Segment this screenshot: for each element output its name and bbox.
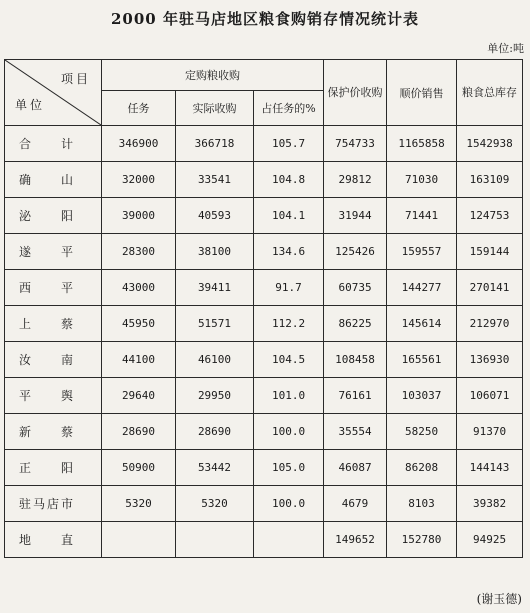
percent-cell: 100.0 bbox=[254, 486, 324, 522]
header-protect-price: 保护价收购 bbox=[324, 60, 387, 126]
stock-cell: 124753 bbox=[457, 198, 523, 234]
task-cell: 28300 bbox=[102, 234, 176, 270]
statistics-table bbox=[4, 59, 523, 558]
task-cell: 43000 bbox=[102, 270, 176, 306]
percent-cell: 112.2 bbox=[254, 306, 324, 342]
task-cell: 32000 bbox=[102, 162, 176, 198]
row-unit-cell: 驻马店市 bbox=[5, 486, 102, 522]
sale-cell: 144277 bbox=[387, 270, 457, 306]
stock-cell: 163109 bbox=[457, 162, 523, 198]
table-row bbox=[5, 378, 523, 414]
task-cell bbox=[102, 522, 176, 558]
header-task: 任务 bbox=[102, 91, 176, 126]
row-unit-cell: 地 直 bbox=[5, 522, 102, 558]
percent-cell: 104.8 bbox=[254, 162, 324, 198]
actual-cell: 40593 bbox=[176, 198, 254, 234]
actual-cell bbox=[176, 522, 254, 558]
header-stock: 粮食总库存 bbox=[457, 60, 523, 126]
actual-cell: 33541 bbox=[176, 162, 254, 198]
header-group-quota-purchase: 定购粮收购 bbox=[102, 60, 324, 91]
stock-cell: 136930 bbox=[457, 342, 523, 378]
table-row bbox=[5, 486, 523, 522]
header-actual: 实际收购 bbox=[176, 91, 254, 126]
row-unit-cell: 确 山 bbox=[5, 162, 102, 198]
protect-cell: 29812 bbox=[324, 162, 387, 198]
actual-cell: 39411 bbox=[176, 270, 254, 306]
actual-cell: 51571 bbox=[176, 306, 254, 342]
table-body bbox=[5, 126, 523, 558]
table-row bbox=[5, 126, 523, 162]
actual-cell: 29950 bbox=[176, 378, 254, 414]
percent-cell: 134.6 bbox=[254, 234, 324, 270]
table-row bbox=[5, 306, 523, 342]
row-unit-cell: 上 蔡 bbox=[5, 306, 102, 342]
actual-cell: 46100 bbox=[176, 342, 254, 378]
actual-cell: 53442 bbox=[176, 450, 254, 486]
sale-cell: 1165858 bbox=[387, 126, 457, 162]
task-cell: 28690 bbox=[102, 414, 176, 450]
row-unit-cell: 遂 平 bbox=[5, 234, 102, 270]
protect-cell: 149652 bbox=[324, 522, 387, 558]
protect-cell: 31944 bbox=[324, 198, 387, 234]
table-row bbox=[5, 414, 523, 450]
table-row bbox=[5, 450, 523, 486]
sale-cell: 86208 bbox=[387, 450, 457, 486]
percent-cell: 104.1 bbox=[254, 198, 324, 234]
unit-note: 单位:吨 bbox=[487, 42, 524, 55]
sale-cell: 165561 bbox=[387, 342, 457, 378]
percent-cell: 105.7 bbox=[254, 126, 324, 162]
protect-cell: 35554 bbox=[324, 414, 387, 450]
sale-cell: 8103 bbox=[387, 486, 457, 522]
sale-cell: 58250 bbox=[387, 414, 457, 450]
row-unit-cell: 汝 南 bbox=[5, 342, 102, 378]
percent-cell: 101.0 bbox=[254, 378, 324, 414]
table-row bbox=[5, 342, 523, 378]
stock-cell: 106071 bbox=[457, 378, 523, 414]
task-cell: 44100 bbox=[102, 342, 176, 378]
table-title: 2000 年驻马店地区粮食购销存情况统计表 bbox=[111, 10, 419, 28]
stock-cell: 39382 bbox=[457, 486, 523, 522]
row-unit-cell: 合 计 bbox=[5, 126, 102, 162]
stock-cell: 144143 bbox=[457, 450, 523, 486]
header-diagonal-cell bbox=[5, 60, 102, 126]
row-unit-cell: 正 阳 bbox=[5, 450, 102, 486]
header-item-label: 项目 bbox=[60, 72, 91, 86]
percent-cell bbox=[254, 522, 324, 558]
actual-cell: 38100 bbox=[176, 234, 254, 270]
protect-cell: 46087 bbox=[324, 450, 387, 486]
task-cell: 29640 bbox=[102, 378, 176, 414]
percent-cell: 91.7 bbox=[254, 270, 324, 306]
protect-cell: 108458 bbox=[324, 342, 387, 378]
table-row bbox=[5, 270, 523, 306]
table-row bbox=[5, 162, 523, 198]
row-unit-cell: 新 蔡 bbox=[5, 414, 102, 450]
actual-cell: 366718 bbox=[176, 126, 254, 162]
protect-cell: 754733 bbox=[324, 126, 387, 162]
task-cell: 50900 bbox=[102, 450, 176, 486]
sale-cell: 152780 bbox=[387, 522, 457, 558]
percent-cell: 105.0 bbox=[254, 450, 324, 486]
row-unit-cell: 泌 阳 bbox=[5, 198, 102, 234]
sale-cell: 103037 bbox=[387, 378, 457, 414]
stock-cell: 91370 bbox=[457, 414, 523, 450]
header-unit-label: 单位 bbox=[15, 98, 46, 112]
percent-cell: 104.5 bbox=[254, 342, 324, 378]
sale-cell: 71441 bbox=[387, 198, 457, 234]
header-percent: 占任务的% bbox=[254, 91, 324, 126]
task-cell: 45950 bbox=[102, 306, 176, 342]
stock-cell: 212970 bbox=[457, 306, 523, 342]
stock-cell: 94925 bbox=[457, 522, 523, 558]
sale-cell: 71030 bbox=[387, 162, 457, 198]
header-sale: 顺价销售 bbox=[387, 60, 457, 126]
task-cell: 39000 bbox=[102, 198, 176, 234]
protect-cell: 76161 bbox=[324, 378, 387, 414]
sale-cell: 145614 bbox=[387, 306, 457, 342]
table-row bbox=[5, 522, 523, 558]
actual-cell: 28690 bbox=[176, 414, 254, 450]
actual-cell: 5320 bbox=[176, 486, 254, 522]
protect-cell: 60735 bbox=[324, 270, 387, 306]
protect-cell: 4679 bbox=[324, 486, 387, 522]
table-row bbox=[5, 234, 523, 270]
percent-cell: 100.0 bbox=[254, 414, 324, 450]
protect-cell: 86225 bbox=[324, 306, 387, 342]
table-row bbox=[5, 198, 523, 234]
stock-cell: 159144 bbox=[457, 234, 523, 270]
protect-cell: 125426 bbox=[324, 234, 387, 270]
row-unit-cell: 西 平 bbox=[5, 270, 102, 306]
row-unit-cell: 平 舆 bbox=[5, 378, 102, 414]
sale-cell: 159557 bbox=[387, 234, 457, 270]
stock-cell: 1542938 bbox=[457, 126, 523, 162]
task-cell: 346900 bbox=[102, 126, 176, 162]
author-note: (谢玉德) bbox=[476, 592, 522, 606]
task-cell: 5320 bbox=[102, 486, 176, 522]
stock-cell: 270141 bbox=[457, 270, 523, 306]
